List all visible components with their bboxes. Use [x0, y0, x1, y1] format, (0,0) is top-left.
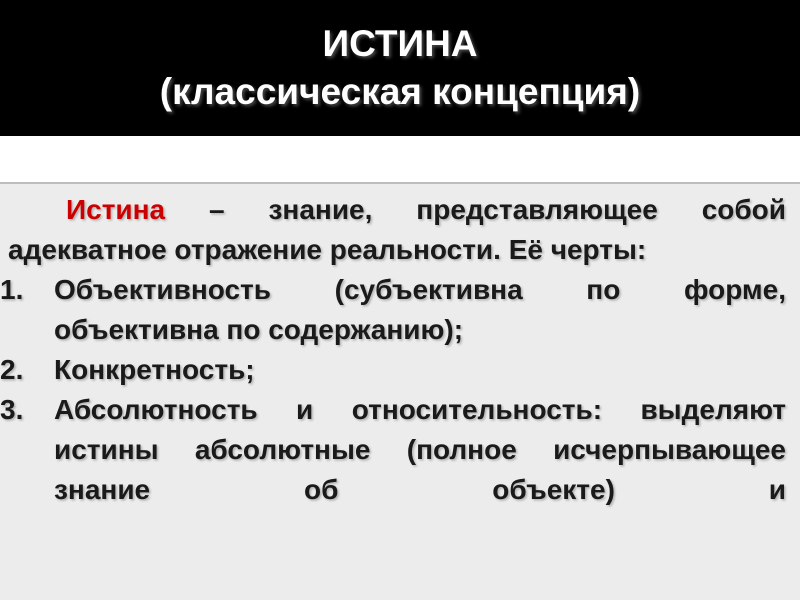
slide-title: ИСТИНА	[322, 23, 478, 64]
list-item	[0, 390, 786, 510]
slide-header	[0, 0, 800, 136]
list-item-text: Конкретность;	[54, 354, 255, 385]
list-item	[0, 350, 786, 390]
definition-text: – знание, представляющее собой адекватное отражение реальности. Её черты:	[8, 194, 786, 265]
definition-term: Истина	[66, 194, 166, 225]
content-text	[0, 190, 786, 510]
list-item-number: 1.	[0, 274, 24, 305]
slide-subtitle: (классическая концепция)	[159, 71, 641, 112]
content-panel	[0, 182, 800, 600]
list-item-number: 2.	[0, 354, 24, 385]
list-item-number: 3.	[0, 394, 24, 425]
definition-paragraph	[8, 190, 786, 270]
features-list	[0, 270, 786, 510]
list-item-text: Абсолютность и относительность: выделяют истины абсолютные (полное исчерпывающее знание об объекте) и	[54, 394, 786, 505]
list-item-text: Объективность (субъективна по форме, объективна по содержанию);	[54, 274, 786, 345]
list-item	[0, 270, 786, 350]
